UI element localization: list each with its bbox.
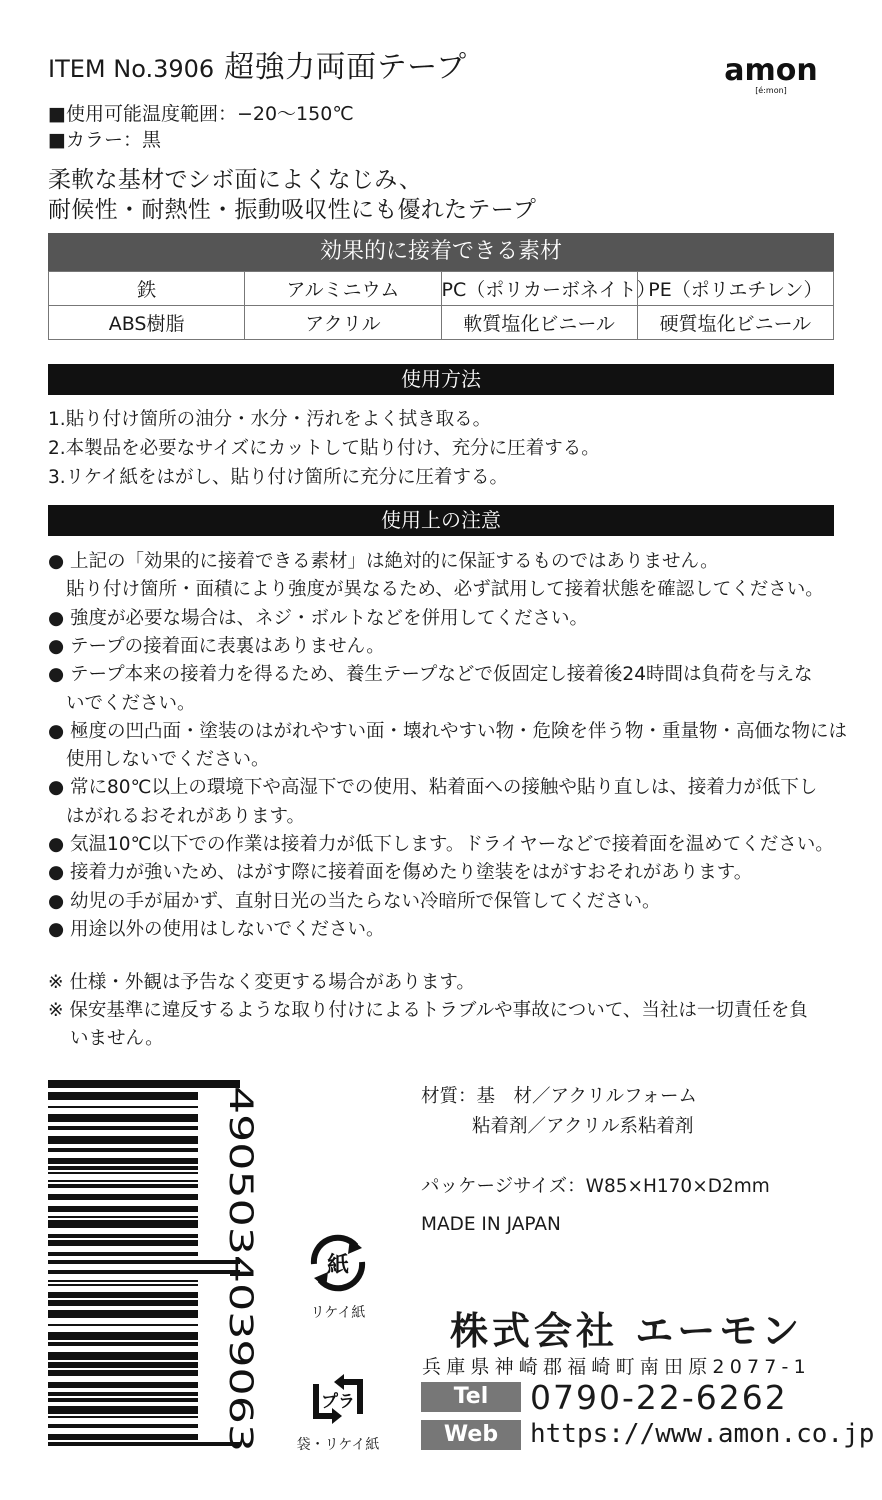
material-cell: PE（ポリエチレン） [637,272,833,306]
barcode-bar [48,1406,198,1414]
caution-item-continuation: 使用しないでください。 [66,749,270,771]
item-number: ITEM No.3906 [48,55,215,83]
barcode-bar [48,1092,198,1100]
barcode-bar [48,1184,198,1188]
barcode-bar [48,1172,198,1174]
caution-item-continuation: いでください。 [66,692,196,714]
package-size: パッケージサイズ：W85×H170×D2mm [421,1176,770,1197]
caution-item: ● テープの接着面に表裏はありません。 [48,635,385,657]
usage-step: 3.リケイ紙をはがし、貼り付け箇所に充分に圧着する。 [48,467,508,488]
barcode-bar [48,1416,198,1418]
barcode-bar [48,1240,198,1246]
company-name: 株式会社 エーモン [450,1309,804,1353]
caution-item-continuation: 貼り付け箇所・面積により強度が異なるため、必ず試用して接着状態を確認してください。 [66,579,824,601]
product-name: 超強力両面テープ [224,50,467,85]
product-heading [48,42,467,86]
barcode-bar [48,1342,198,1346]
caution-item: ● 上記の「効果的に接着できる素材」は絶対的に保証するものではありません。 [48,551,719,572]
barcode-bar [48,1370,198,1376]
caution-item-continuation: はがれるおそれがあります。 [66,805,306,827]
table-row [49,272,834,306]
web-url: https://www.amon.co.jp [530,1419,875,1449]
barcode-bar [48,1252,198,1256]
materials-table [48,271,834,340]
barcode-bar [48,1180,198,1182]
svg-text:4905034039063: 4905034039063 [222,1086,260,1351]
paper-recycle-label: リケイ紙 [310,1305,366,1321]
material-cell: 鉄 [49,272,245,306]
material-cell: ABS樹脂 [49,306,245,340]
barcode-bar [48,1148,198,1152]
tel-number: 0790-22-6262 [530,1378,788,1417]
spec-color: ■カラー：黒 [48,129,161,151]
material-cell: アクリル [245,306,441,340]
caution-item: ● 極度の凹凸面・塗装のはがれやすい面・壊れやすい物・危険を伴う物・重量物・高価な物には [48,720,848,742]
svg-text:紙: 紙 [326,1253,350,1278]
barcode-bar [48,1392,198,1396]
adhesive-line: 粘着剤／アクリル系粘着剤 [472,1116,694,1137]
note-line: ※ 仕様・外観は予告なく変更する場合があります。 [48,972,475,993]
barcode-bar [48,1352,198,1360]
barcode-number [196,1082,266,1462]
caution-item: ● 気温10℃以下での作業は接着力が低下します。ドライヤーなどで接着面を温めてください。 [48,834,834,855]
web-label: Web [421,1420,521,1450]
caution-item: ● 接着力が強いため、はがす際に接着面を傷めたり塗装をはがすおそれがあります。 [48,862,753,884]
svg-text:amon: amon [724,53,818,88]
material-cell: PC（ポリカーボネイト） [441,272,637,306]
tel-label: Tel [421,1382,521,1412]
barcode-bar [48,1126,198,1130]
barcode-bar [48,1284,198,1286]
barcode-bar [48,1292,198,1298]
usage-title: 使用方法 [48,364,834,395]
barcode-bar [48,1300,198,1306]
note-line: いません。 [70,1028,164,1049]
barcode-bar [48,1166,198,1170]
barcode-bar [48,1206,198,1212]
plastic-recycle-label: 袋・リケイ紙 [296,1437,380,1453]
barcode-bar [48,1280,198,1282]
barcode-bar [48,1398,198,1402]
caution-item: ● テープ本来の接着力を得るため、養生テープなどで仮固定し接着後24時間は負荷を与えな [48,664,813,686]
barcode-bar [48,1434,198,1440]
note-line: ※ 保安基準に違反するような取り付けによるトラブルや事故について、当社は一切責任を負 [48,1000,808,1021]
svg-text:プラ: プラ [321,1392,355,1412]
usage-step: 2.本製品を必要なサイズにカットして貼り付け、充分に圧着する。 [48,438,600,459]
caution-item: ● 常に80℃以上の環境下や高湿下での使用、粘着面への接触や貼り直しは、接着力が低下し [48,777,818,799]
description-line: 耐候性・耐熱性・振動吸収性にも優れたテープ [48,197,537,223]
material-cell: アルミニウム [245,272,441,306]
barcode-bar [48,1332,198,1340]
amon-logo [706,52,836,96]
barcode-bar [48,1234,198,1238]
table-row [49,306,834,340]
barcode-bar [48,1362,198,1368]
usage-step: 1.貼り付け箇所の油分・水分・汚れをよく拭き取る。 [48,409,492,430]
barcode-bar [48,1106,198,1108]
barcode-bar [48,1424,198,1428]
description-line: 柔軟な基材でシボ面によくなじみ、 [48,167,423,193]
material-cell: 軟質塩化ビニール [441,306,637,340]
company-address: 兵庫県神崎郡福崎町南田原2077-1 [422,1356,811,1378]
barcode-bar [48,1310,198,1318]
barcode-bar [48,1136,198,1144]
barcode-bar [48,1194,198,1200]
cautions-title: 使用上の注意 [48,505,834,536]
barcode-bar [48,1216,198,1218]
origin: MADE IN JAPAN [421,1214,561,1235]
caution-item: ● 強度が必要な場合は、ネジ・ボルトなどを併用してください。 [48,607,589,629]
caution-item: ● 幼児の手が届かず、直射日光の当たらない冷暗所で保管してください。 [48,890,661,912]
paper-recycle-icon [306,1234,370,1292]
barcode-bar [48,1158,198,1164]
materials-title: 効果的に接着できる素材 [48,233,834,271]
barcode-bar [48,1114,198,1122]
barcode-bar [48,1220,198,1228]
barcode-bar [48,1382,198,1388]
plastic-recycle-icon [306,1370,370,1428]
caution-item: ● 用途以外の使用はしないでください。 [48,918,385,940]
material-line: 材質：基 材／アクリルフォーム [421,1086,698,1107]
spec-temperature: ■使用可能温度範囲：−20～150℃ [48,103,354,125]
svg-text:[é:mon]: [é:mon] [755,86,787,95]
barcode-bar [48,1324,198,1326]
material-cell: 硬質塩化ビニール [637,306,833,340]
